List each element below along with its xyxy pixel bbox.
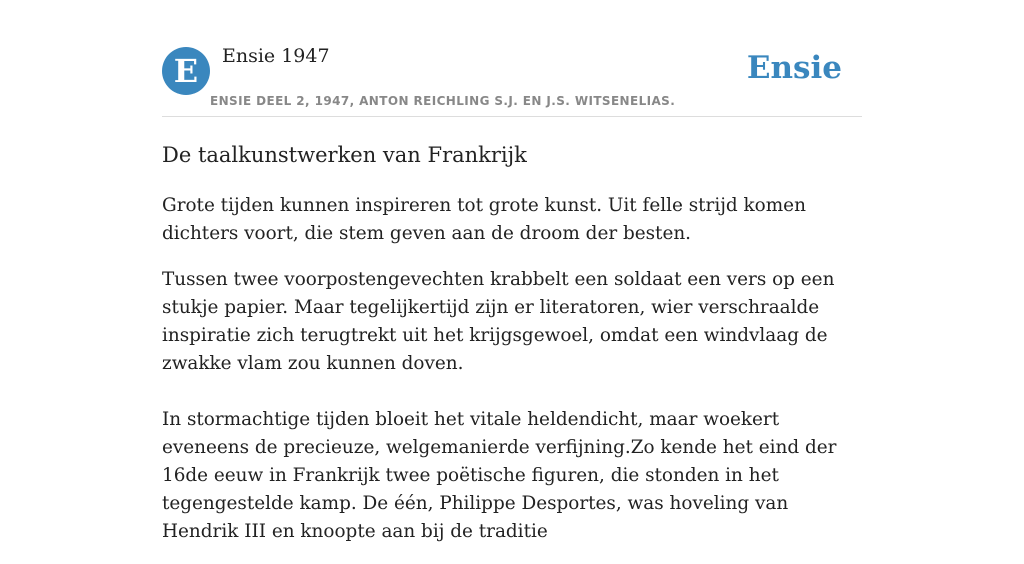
brand-logo[interactable]: Ensie: [746, 50, 842, 86]
page: [162, 0, 862, 542]
paragraph: Tussen twee voorpostengevechten krabbelt een soldaat een vers op een stukje papier. Maar tegelijkertijd zijn er literatoren, wier verschraalde inspiratie zich terugtrekt uit het krijgsgewoel, omdat een windvlaag de zwakke vlam zou kunnen doven.: [162, 269, 835, 374]
book-title-link[interactable]: Ensie 1947: [222, 45, 330, 67]
article-title: De taalkunstwerken van Frankrijk: [162, 143, 527, 167]
paragraph: Grote tijden kunnen inspireren tot grote kunst. Uit felle strijd komen dichters voort, die stem geven aan de droom der besten.: [162, 195, 806, 244]
article-body: [162, 192, 862, 564]
book-logo-icon[interactable]: E: [162, 47, 210, 95]
paragraph: In stormachtige tijden bloeit het vitale heldendicht, maar woekert eveneens de precieuze, welgemanierde verfijning.Zo kende het eind der 16de eeuw in Frankrijk twee poëtische figuren, die stonden in het tegengestelde kamp. De één, Philippe Desportes, was hoveling van Hendrik III en knoopte aan bij de traditie: [162, 409, 837, 542]
book-subtitle: ENSIE DEEL 2, 1947, ANTON REICHLING S.J. EN J.S. WITSENELIAS.: [210, 94, 676, 108]
header: [162, 0, 862, 117]
